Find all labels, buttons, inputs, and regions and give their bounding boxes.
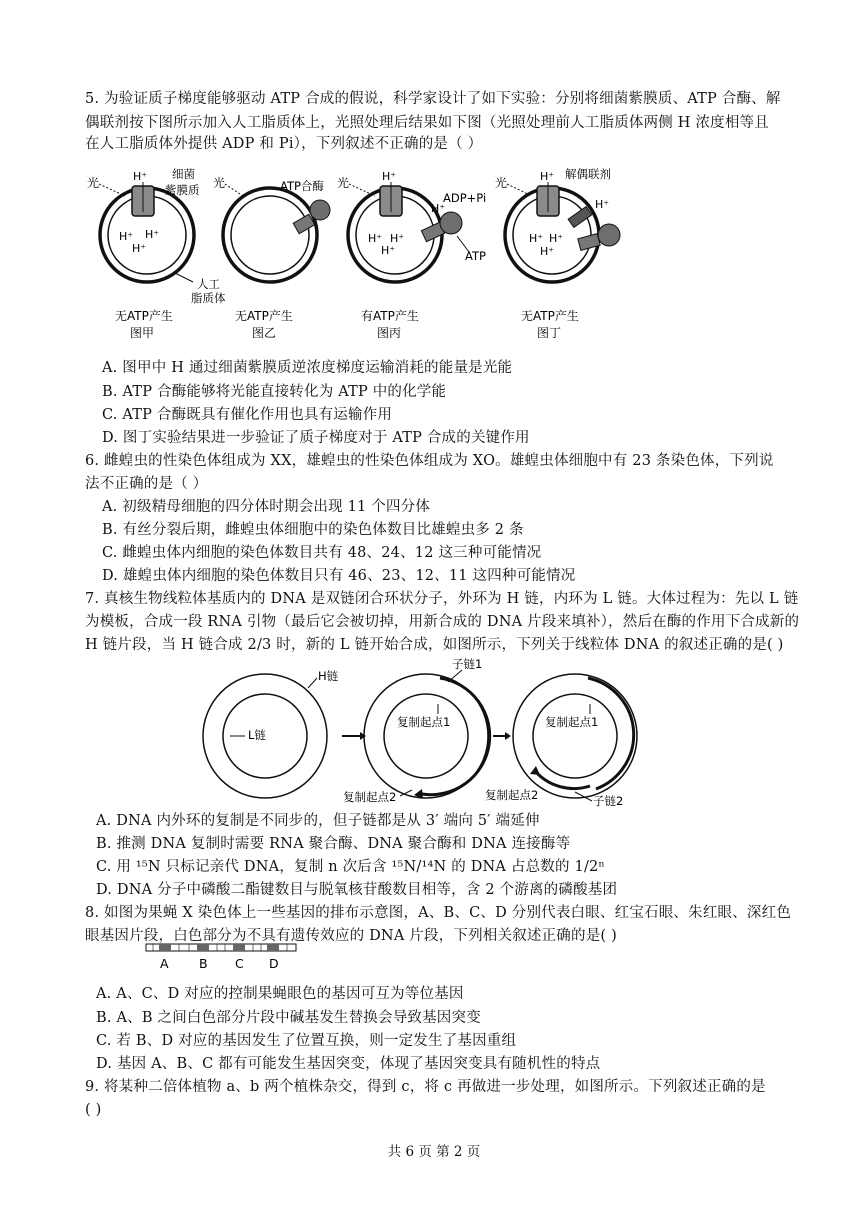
panel-jia xyxy=(87,167,226,340)
q5-liposome-figure xyxy=(85,160,785,345)
svg-text:ATP合酶: ATP合酶 xyxy=(280,179,324,193)
svg-text:H⁺: H⁺ xyxy=(540,170,555,183)
mtdna-stage-2 xyxy=(485,674,637,808)
panel-jia-name: 图甲 xyxy=(130,326,155,340)
q7-stem-line-1: 7. 真核生物线粒体基质内的 DNA 是双链闭合环状分子，外环为 H 链，内环为 L 链。大体过程为：先以 L 链 xyxy=(85,591,799,607)
q5-stem-line-2: 偶联剂按下图所示加入人工脂质体上，光照处理后结果如下图（光照处理前人工脂质体两侧 H 浓度相等且 xyxy=(85,115,769,131)
q7-option-a: A. DNA 内外环的复制是不同步的，但子链都是从 3′ 端向 5′ 端延伸 xyxy=(96,813,540,829)
q6-option-d: D. 雄蝗虫体内细胞的染色体数目只有 46、23、12、11 这四种可能情况 xyxy=(102,568,576,584)
svg-text:H⁺: H⁺ xyxy=(368,232,383,245)
uncoupler-channel xyxy=(568,207,592,228)
svg-text:H⁺: H⁺ xyxy=(119,230,134,243)
q8-option-b: B. A、B 之间白色部分片段中碱基发生替换会导致基因突变 xyxy=(96,1010,481,1026)
q9-stem-line-1: 9. 将某种二倍体植物 a、b 两个植株杂交，得到 c，将 c 再做进一步处理，如图所示。下列叙述正确的是 xyxy=(85,1079,766,1095)
q8-x-chromosome-figure xyxy=(145,942,305,972)
q7-option-b: B. 推测 DNA 复制时需要 RNA 聚合酶、DNA 聚合酶和 DNA 连接酶等 xyxy=(96,836,571,852)
svg-text:复制起点1: 复制起点1 xyxy=(545,715,599,729)
q6-stem-line-1: 6. 雌蝗虫的性染色体组成为 XX，雄蝗虫的性染色体组成为 XO。雄蝗虫体细胞中有 23 条染色体，下列说 xyxy=(85,453,774,469)
q7-option-d: D. DNA 分子中磷酸二酯键数目与脱氧核苷酸数目相等，含 2 个游离的磷酸基团 xyxy=(96,882,618,898)
gene-label-d: D xyxy=(269,956,279,971)
svg-text:H⁺: H⁺ xyxy=(431,202,446,215)
svg-text:图丁: 图丁 xyxy=(537,326,562,340)
svg-text:ATP: ATP xyxy=(465,249,486,263)
q6-stem-line-2: 法不正确的是（ ） xyxy=(85,476,208,492)
q5-option-a: A. 图甲中 H 通过细菌紫膜质逆浓度梯度运输消耗的能量是光能 xyxy=(102,360,513,376)
svg-text:H⁺: H⁺ xyxy=(540,245,555,258)
atp-synthase-stalk xyxy=(293,214,315,233)
svg-text:H⁺: H⁺ xyxy=(145,228,160,241)
svg-text:有ATP产生: 有ATP产生 xyxy=(361,309,419,323)
svg-text:紫膜质: 紫膜质 xyxy=(165,183,200,197)
q8-stem-line-1: 8. 如图为果蝇 X 染色体上一些基因的排布示意图，A、B、C、D 分别代表白眼、红宝石眼、朱红眼、深红色 xyxy=(85,905,792,921)
q8-option-c: C. 若 B、D 对应的基因发生了位置互换，则一定发生了基因重组 xyxy=(96,1033,517,1049)
svg-text:光: 光 xyxy=(337,176,350,190)
svg-text:ADP+Pi: ADP+Pi xyxy=(443,191,487,205)
light-label: 光 xyxy=(87,176,100,190)
svg-text:H⁺: H⁺ xyxy=(595,198,610,211)
panel-jia-result: 无ATP产生 xyxy=(115,309,173,323)
q7-option-c: C. 用 ¹⁵N 只标记亲代 DNA，复制 n 次后含 ¹⁵N/¹⁴N 的 DNA 占总数的 1/2ⁿ xyxy=(96,859,605,875)
svg-text:复制起点1: 复制起点1 xyxy=(397,715,451,729)
svg-text:H⁺: H⁺ xyxy=(549,232,564,245)
l-chain-label: L链 xyxy=(248,728,266,742)
panel-yi xyxy=(213,175,330,340)
gene-label-a: A xyxy=(160,956,169,971)
q6-option-a: A. 初级精母细胞的四分体时期会出现 11 个四分体 xyxy=(102,499,431,515)
page-footer: 共 6 页 第 2 页 xyxy=(387,1144,481,1160)
q7-mtdna-replication-figure xyxy=(200,656,650,811)
svg-text:光: 光 xyxy=(213,176,226,190)
q5-stem-line-1: 5. 为验证质子梯度能够驱动 ATP 合成的假说，科学家设计了如下实验：分别将细菌紫膜质、ATP 合酶、解 xyxy=(85,91,781,107)
panel-bing xyxy=(337,170,486,340)
q5-option-d: D. 图丁实验结果进一步验证了质子梯度对于 ATP 合成的关键作用 xyxy=(102,430,530,446)
svg-text:图丙: 图丙 xyxy=(377,326,402,340)
svg-text:复制起点2: 复制起点2 xyxy=(485,788,539,802)
svg-text:H⁺: H⁺ xyxy=(381,244,396,257)
q6-option-c: C. 雌蝗虫体内细胞的染色体数目共有 48、24、12 这三种可能情况 xyxy=(102,545,542,561)
q5-stem-line-3: 在人工脂质体外提供 ADP 和 Pi），下列叙述不正确的是（ ） xyxy=(85,136,483,152)
q8-option-a: A. A、C、D 对应的控制果蝇眼色的基因可互为等位基因 xyxy=(96,986,464,1002)
q8-option-d: D. 基因 A、B、C 都有可能发生基因突变，体现了基因突变具有随机性的特点 xyxy=(96,1056,601,1072)
svg-text:子链1: 子链1 xyxy=(452,657,483,671)
svg-text:H⁺: H⁺ xyxy=(529,232,544,245)
atp-synthase-head xyxy=(310,200,330,220)
svg-text:H⁺: H⁺ xyxy=(390,232,405,245)
svg-text:图乙: 图乙 xyxy=(252,326,277,340)
svg-text:脂质体: 脂质体 xyxy=(191,291,226,305)
q6-option-b: B. 有丝分裂后期，雌蝗虫体细胞中的染色体数目比雄蝗虫多 2 条 xyxy=(102,522,524,538)
q5-option-c: C. ATP 合酶既具有催化作用也具有运输作用 xyxy=(102,407,393,423)
svg-text:光: 光 xyxy=(495,176,508,190)
svg-text:解偶联剂: 解偶联剂 xyxy=(565,167,611,181)
q9-stem-line-2: ( ) xyxy=(85,1102,102,1118)
q7-stem-line-3: H 链片段，当 H 链合成 2/3 时，新的 L 链开始合成，如图所示，下列关于线粒体 DNA 的叙述正确的是( ) xyxy=(85,637,784,653)
q5-option-b: B. ATP 合酶能够将光能直接转化为 ATP 中的化学能 xyxy=(102,384,447,400)
svg-text:子链2: 子链2 xyxy=(593,794,624,808)
svg-text:H⁺: H⁺ xyxy=(132,242,147,255)
mtdna-stage-1 xyxy=(343,657,490,804)
q7-stem-line-2: 为模板，合成一段 RNA 引物（最后它会被切掉，用新合成的 DNA 片段来填补），然后在酶的作用下合成新的 xyxy=(85,614,800,630)
svg-text:H⁺: H⁺ xyxy=(382,170,397,183)
svg-text:无ATP产生: 无ATP产生 xyxy=(521,309,579,323)
svg-text:H⁺: H⁺ xyxy=(133,170,148,183)
gene-label-b: B xyxy=(199,956,208,971)
panel-ding xyxy=(495,167,620,340)
h-chain-label: H链 xyxy=(318,669,339,683)
svg-text:无ATP产生: 无ATP产生 xyxy=(235,309,293,323)
svg-text:细菌: 细菌 xyxy=(172,167,195,181)
svg-text:人工: 人工 xyxy=(197,277,220,291)
q8-stem-line-2: 眼基因片段，白色部分为不具有遗传效应的 DNA 片段，下列相关叙述正确的是( ) xyxy=(85,928,617,944)
mtdna-parent xyxy=(203,669,339,798)
svg-text:复制起点2: 复制起点2 xyxy=(343,790,397,804)
gene-label-c: C xyxy=(235,956,244,971)
